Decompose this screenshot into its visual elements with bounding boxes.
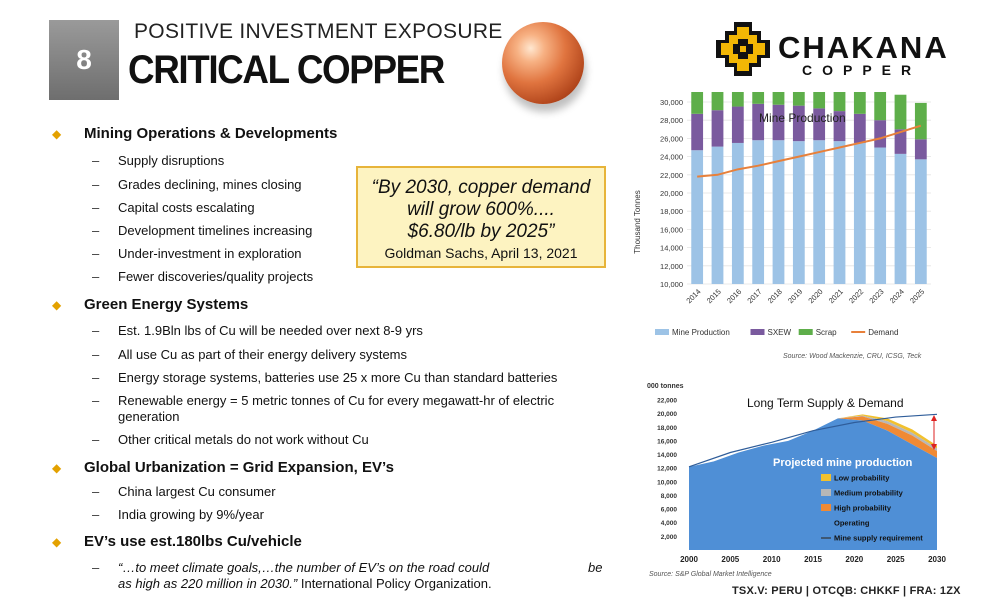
quote-source: Goldman Sachs, April 13, 2021 [384,245,578,261]
chakana-cross-icon [716,22,770,76]
supertitle: POSITIVE INVESTMENT EXPOSURE [134,20,503,43]
y-axis-label: 000 tonnes [647,383,684,390]
list-item: Grades declining, mines closing [118,177,302,192]
legend-swatch [655,329,669,335]
bar-scrap [915,103,927,139]
list-item-continued: generation [118,409,180,424]
bar-sxew [874,120,886,147]
x-tick-label: 2030 [928,555,946,564]
chart-source: Source: Wood Mackenzie, CRU, ICSG, Teck [783,353,922,360]
list-item: India growing by 9%/year [118,507,264,522]
bar-mine-production [732,143,744,284]
quote-text: “By 2030, copper demand will grow 600%.... $6.80/lb by 2025” [371,177,591,242]
bar-scrap [834,92,846,111]
dash-icon: – [92,507,100,522]
x-tick-label: 2020 [845,555,864,564]
x-tick-label: 2024 [887,287,906,306]
goldman-quote-box [356,166,606,268]
page-title: CRITICAL COPPER [128,48,444,92]
y-tick-label: 6,000 [660,506,677,514]
list-item: Est. 1.9Bln lbs of Cu will be needed over next 8-9 yrs [118,323,423,338]
x-tick-label: 2010 [762,555,781,564]
mine-production-chart [625,92,943,364]
ticker-footer: TSX.V: PERU | OTCQB: CHKKF | FRA: 1ZX [732,585,961,597]
dash-icon: – [92,223,100,238]
chart-title: Long Term Supply & Demand [747,396,904,410]
x-tick-label: 2014 [684,287,703,306]
list-item: Energy storage systems, batteries use 25 x more Cu than standard batteries [118,370,558,385]
legend-label: Operating [834,518,870,528]
bar-scrap [854,92,866,114]
list-item: All use Cu as part of their energy delivery systems [118,347,408,362]
bullet-icon: ◆ [52,535,62,549]
legend-swatch [821,489,831,496]
y-tick-label: 22,000 [657,397,677,405]
y-tick-label: 14,000 [657,452,677,460]
legend-swatch [751,329,765,335]
y-tick-label: 20,000 [657,411,677,419]
legend-label: Demand [868,328,899,337]
bar-scrap [732,92,744,107]
x-tick-label: 2018 [765,287,784,306]
dash-icon: – [92,177,100,192]
x-tick-label: 2025 [886,555,905,564]
bar-sxew [915,139,927,159]
list-item: Capital costs escalating [118,200,255,215]
list-item: Under-investment in exploration [118,246,302,261]
legend-label: Mine Production [672,328,730,337]
bullet-icon: ◆ [52,461,62,475]
legend-swatch [821,474,831,481]
bar-sxew [712,110,724,146]
x-tick-label: 2020 [806,287,825,306]
logo-subtitle: COPPER [802,62,922,78]
dash-icon: – [92,560,100,575]
y-tick-label: 16,000 [660,225,683,235]
section-heading: Green Energy Systems [84,296,249,313]
dash-icon: – [92,323,100,338]
y-tick-label: 18,000 [660,207,683,217]
bar-mine-production [752,140,764,284]
section-heading: Global Urbanization = Grid Expansion, EV’s [84,459,394,476]
x-tick-label: 2022 [847,287,866,306]
x-tick-label: 2005 [721,555,740,564]
y-tick-label: 12,000 [660,261,683,271]
x-tick-label: 2015 [704,287,723,306]
list-item: Renewable energy = 5 metric tonnes of Cu for every megawatt-hr of electric [118,393,555,408]
bar-mine-production [793,141,805,284]
y-tick-label: 4,000 [660,520,677,528]
dash-icon: – [92,484,100,499]
list-item: Supply disruptions [118,153,225,168]
legend-label: Low probability [834,473,890,483]
dash-icon: – [92,269,100,284]
copper-globe-icon [502,22,584,104]
list-item: Other critical metals do not work without Cu [118,432,369,447]
ev-quote-line2: as high as 220 million in 2030.” International Policy Organization. [118,576,492,591]
y-tick-label: 28,000 [660,116,683,126]
x-tick-label: 2019 [786,287,805,306]
dash-icon: – [92,393,100,408]
bar-mine-production [854,143,866,284]
legend-label: High probability [834,503,892,513]
dash-icon: – [92,200,100,215]
bar-scrap [874,92,886,120]
x-tick-label: 2000 [680,555,698,564]
y-tick-label: 10,000 [660,280,683,289]
list-item: Fewer discoveries/quality projects [118,269,314,284]
bar-scrap [752,92,764,104]
bar-mine-production [712,147,724,284]
operating-area [689,418,937,550]
x-tick-label: 2023 [867,287,886,306]
bar-mine-production [895,154,907,284]
bar-scrap [813,92,825,108]
y-tick-label: 14,000 [660,243,683,253]
bullet-icon: ◆ [52,298,62,312]
bar-mine-production [813,140,825,284]
y-tick-label: 18,000 [657,424,677,432]
bar-sxew [691,114,703,150]
bar-sxew [732,107,744,143]
y-tick-label: 10,000 [657,479,677,487]
dash-icon: – [92,370,100,385]
bullet-icon: ◆ [52,127,62,141]
dash-icon: – [92,347,100,362]
ev-quote-line1: “…to meet climate goals,…the number of EV’s on the road could [118,560,490,575]
demand-line [697,126,921,177]
bar-scrap [793,92,805,106]
y-tick-label: 24,000 [660,152,683,162]
legend-label: Medium probability [834,488,903,498]
bar-scrap [691,92,703,114]
legend-label: Mine supply requirement [834,533,923,543]
dash-icon: – [92,432,100,447]
list-item: China largest Cu consumer [118,484,276,499]
bar-mine-production [915,159,927,284]
y-tick-label: 2,000 [660,533,677,541]
section-heading: EV’s use est.180lbs Cu/vehicle [84,533,302,550]
legend-label: SXEW [767,328,792,337]
bar-scrap [712,92,724,110]
bar-sxew [854,114,866,143]
bar-scrap [895,95,907,130]
legend-swatch [821,519,831,526]
projection-annotation: Projected mine production [773,457,913,469]
x-tick-label: 2015 [804,555,822,564]
bar-mine-production [874,148,886,285]
y-tick-label: 16,000 [657,438,677,446]
supply-demand-chart [645,380,947,578]
x-tick-label: 2021 [826,287,845,306]
legend-label: Scrap [815,328,837,337]
y-tick-label: 22,000 [660,170,683,180]
x-tick-label: 2016 [725,287,744,306]
dash-icon: – [92,153,100,168]
chart-source: Source: S&P Global Market Intelligence [649,571,772,578]
y-tick-label: 12,000 [657,465,677,473]
bar-scrap [773,92,785,105]
slide-number-badge: 8 [49,20,119,100]
y-tick-label: 8,000 [660,492,677,500]
bar-mine-production [834,141,846,284]
logo-name: CHAKANA [778,30,949,65]
ev-quote-be: be [588,560,603,575]
y-tick-label: 30,000 [660,98,683,107]
legend-swatch [821,504,831,511]
chart-title: Mine Production [759,111,846,125]
x-tick-label: 2025 [908,287,927,306]
list-item: Development timelines increasing [118,223,313,238]
x-tick-label: 2017 [745,287,764,306]
y-tick-label: 26,000 [660,134,683,144]
gap-arrow [931,415,937,450]
bar-mine-production [691,150,703,284]
legend-swatch [799,329,813,335]
y-axis-label: Thousand Tonnes [633,190,642,254]
dash-icon: – [92,246,100,261]
section-heading: Mining Operations & Developments [84,125,338,142]
y-tick-label: 20,000 [660,189,683,198]
